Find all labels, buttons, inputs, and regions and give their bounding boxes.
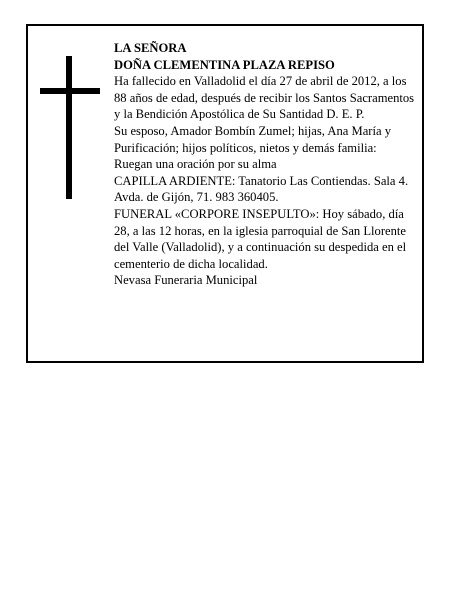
notice-text — [114, 40, 420, 289]
cross-horizontal-bar — [40, 88, 100, 94]
cross-icon — [40, 56, 100, 199]
obituary-notice — [26, 24, 424, 363]
death-announcement: Ha fallecido en Valladolid el día 27 de abril de 2012, a los 88 años de edad, después de recibir los Santos Sacramentos y la Bendición Apostólica de Su Santidad D. E. P. — [114, 74, 415, 122]
funeral-home: Nevasa Funeraria Municipal — [114, 273, 258, 288]
deceased-name: DOÑA CLEMENTINA PLAZA REPISO — [114, 57, 335, 72]
notice-heading: LA SEÑORA — [114, 41, 187, 55]
prayer-request: Ruegan una oración por su alma — [114, 157, 277, 172]
cross-vertical-bar — [66, 56, 72, 199]
chapel-details: CAPILLA ARDIENTE: Tanatorio Las Contiendas. Sala 4. Avda. de Gijón, 71. 983 360405. — [114, 173, 409, 205]
funeral-details: FUNERAL «CORPORE INSEPULTO»: Hoy sábado, día 28, a las 12 horas, en la iglesia parroquial de San Llorente del Valle (Valladolid), y a continuación su despedida en el cementerio de dicha localidad. — [114, 206, 407, 271]
family-members: Su esposo, Amador Bombín Zumel; hijas, Ana María y Purificación; hijos políticos, nietos y demás familia: — [114, 123, 392, 155]
